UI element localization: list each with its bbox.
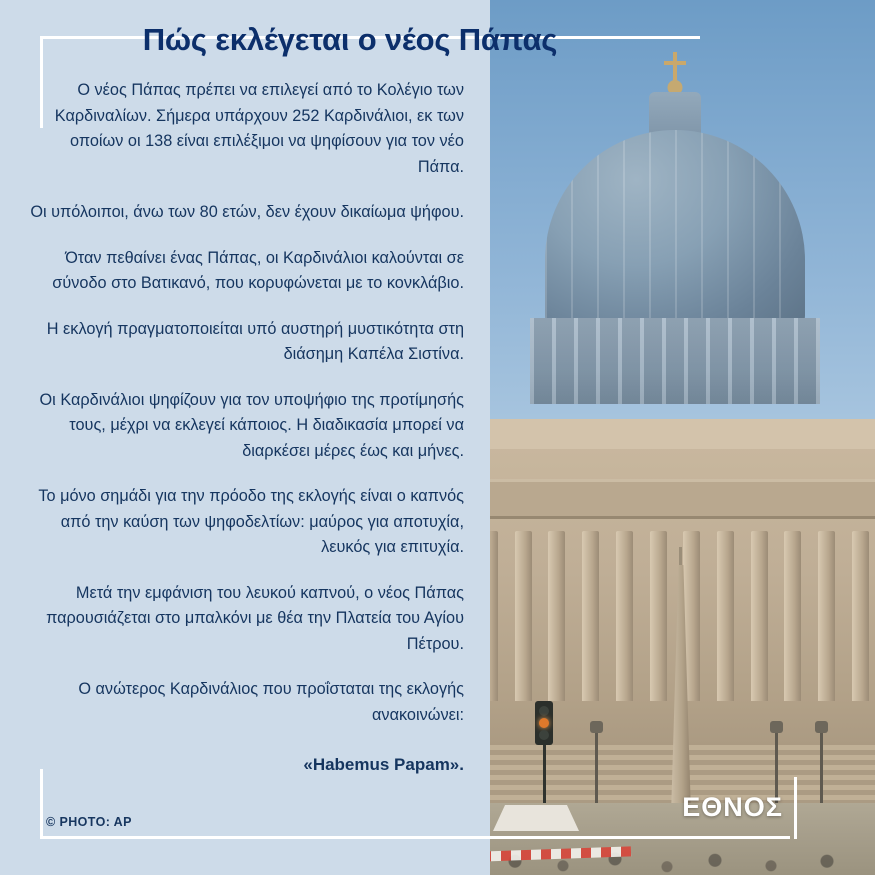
traffic-light-icon xyxy=(535,701,553,745)
column xyxy=(818,531,835,701)
photo-credit: © PHOTO: AP xyxy=(46,815,132,829)
column xyxy=(784,531,801,701)
traffic-light-amber-lamp xyxy=(539,718,549,728)
paragraph-3: Όταν πεθαίνει ένας Πάπας, οι Καρδινάλιοι καλούνται σε σύνοδο στο Βατικανό, που κορυφώνεται με το κονκλάβιο. xyxy=(52,248,464,292)
traffic-light-green-lamp xyxy=(539,730,549,740)
column xyxy=(650,531,667,701)
column xyxy=(852,531,869,701)
habemus-papam-quote: «Habemus Papam». xyxy=(303,755,464,774)
dome-drum-columns xyxy=(530,318,820,404)
paragraph-8: Ο ανώτερος Καρδινάλιος που προΐσταται της εκλογής ανακοινώνει: xyxy=(78,680,464,724)
frame-line-bottom xyxy=(40,836,790,839)
traffic-light-red-lamp xyxy=(539,706,549,716)
white-tent xyxy=(493,805,579,831)
photo-st-peters-basilica xyxy=(475,0,875,875)
paragraph-1: Ο νέος Πάπας πρέπει να επιλεγεί από το Κολέγιο των Καρδιναλίων. Σήμερα υπάρχουν 252 Καρδινάλιοι, εκ των οποίων οι 138 είναι επιλέξιμοι να ψηφίσουν για τον νέο Πάπα. xyxy=(54,81,464,176)
lamp-post xyxy=(595,729,598,809)
article-body xyxy=(24,78,464,778)
lamp-post xyxy=(820,729,823,809)
dome-drum xyxy=(530,318,820,404)
column xyxy=(582,531,599,701)
obelisk-cross-icon xyxy=(679,547,682,567)
facade-pediment xyxy=(475,419,875,449)
frame-line-right-bottom xyxy=(794,777,797,839)
paragraph-4: Η εκλογή πραγματοποιείται υπό αυστηρή μυστικότητα στη διάσημη Καπέλα Σιστίνα. xyxy=(46,319,464,363)
column xyxy=(616,531,633,701)
paragraph-7: Μετά την εμφάνιση του λευκού καπνού, ο νέος Πάπας παρουσιάζεται στο μπαλκόνι με θέα την Πλατεία του Αγίου Πέτρου. xyxy=(46,583,464,653)
facade-inscription-band xyxy=(475,479,875,519)
paragraph-5: Οι Καρδινάλιοι ψηφίζουν για τον υποψήφιο της προτίμησής τους, μέχρι να εκλεγεί κάποιος. Η διαδικασία μπορεί να διαρκέσει μέρες έως και μήνες. xyxy=(39,390,464,460)
column xyxy=(751,531,768,701)
publisher-logo: ΕΘΝΟΣ xyxy=(682,792,783,822)
column xyxy=(515,531,532,701)
facade-columns xyxy=(481,531,869,701)
paragraph-6: Το μόνο σημάδι για την πρόοδο της εκλογής είναι ο καπνός από την καύση των ψηφοδελτίων: μαύρος για αποτυχία, λευκός για επιτυχία. xyxy=(38,487,464,556)
page-title: Πώς εκλέγεται ο νέος Πάπας xyxy=(142,22,558,57)
column xyxy=(717,531,734,701)
column xyxy=(548,531,565,701)
paragraph-2: Οι υπόλοιποι, άνω των 80 ετών, δεν έχουν δικαίωμα ψήφου. xyxy=(30,203,464,221)
frame-line-left-bottom xyxy=(40,769,43,839)
